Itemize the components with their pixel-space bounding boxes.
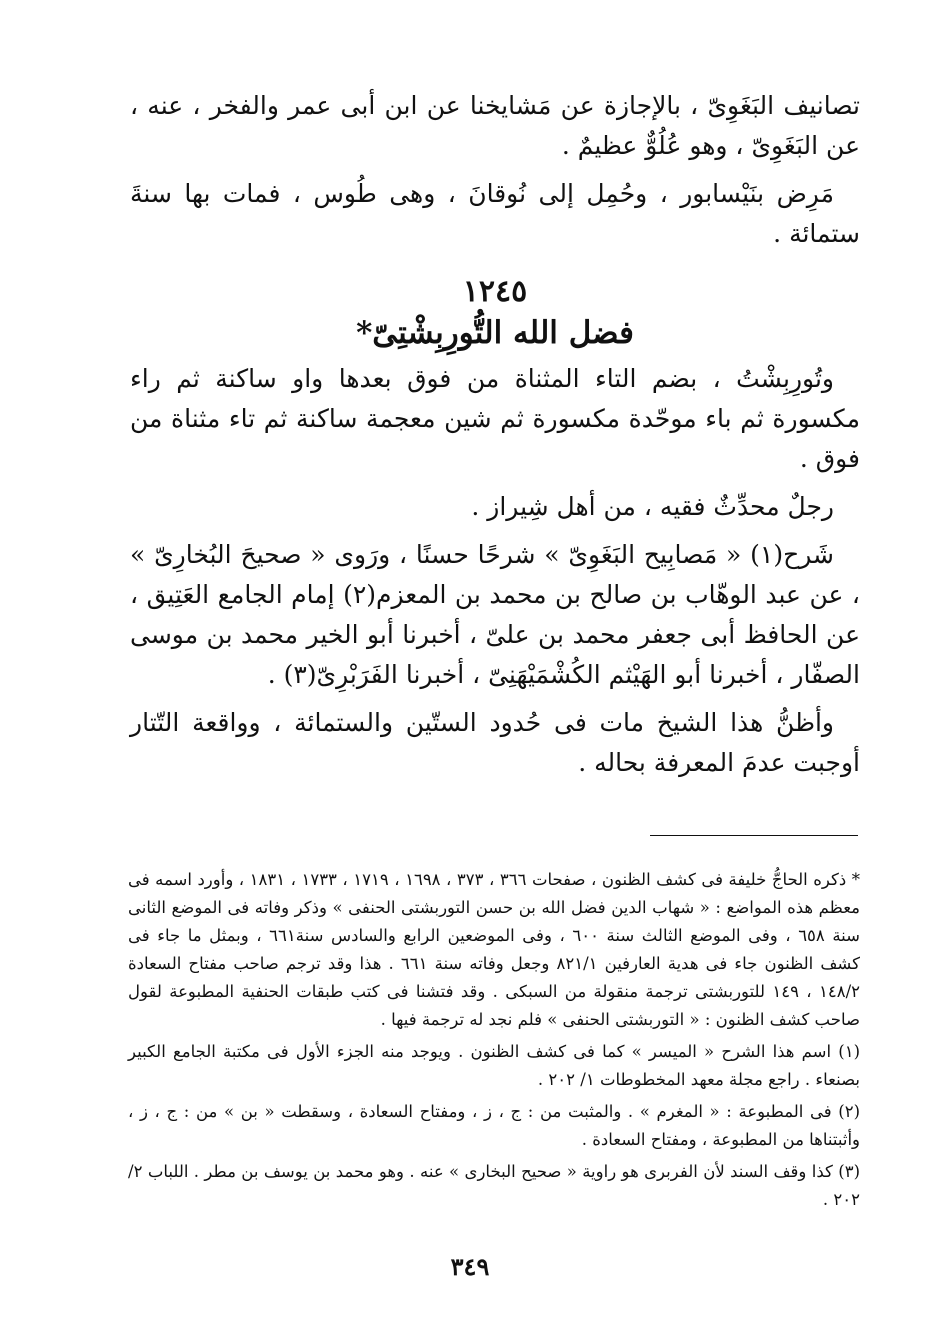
paragraph: مَرِض بنَيْسابور ، وحُمِل إلى نُوقانَ ، وهى طُوس ، فمات بها سنةَ ستمائة . [130,179,860,248]
footnote: (٣) كذا وقف السند لأن الفربرى هو راوية « صحيح البخارى » عنه . وهو محمد بن يوسف بن مطر . اللباب ٢/ ٢٠٢ . [128,1162,860,1209]
entry-number: ١٢٤٥ [462,274,528,309]
page-number: ٣٤٩ [450,1252,490,1281]
footnote: (١) اسم هذا الشرح « الميسر » كما فى كشف الظنون . ويوجد منه الجزء الأول فى مكتبة الجامع الكبير بصنعاء . راجع مجلة معهد المخطوطات ١/ ٢٠٢ . [128,1042,860,1089]
paragraph: وتُورِبِشْتُ ، بضم التاء المثناة من فوق بعدها واو ساكنة ثم راء مكسورة ثم باء موحّدة مكسورة ثم شين معجمة ساكنة ثم تاء مثناة من فوق . [130,364,860,473]
paragraph: تصانيف البَغَوِىّ ، بالإجازة عن مَشايخنا عن ابن أبى عمر والفخر ، عنه ، عن البَغَوِىّ ، وهو عُلُوٌّ عظيمٌ . [130,91,860,160]
paragraph: وأظنُّ هذا الشيخ مات فى حُدود الستّين والستمائة ، وواقعة التّتار أوجبت عدمَ المعرفة بحاله . [130,708,860,777]
entry-title: فضل الله التُّورِبِشْتِىّ* [356,315,634,351]
footnote: (٢) فى المطبوعة : « المغرم » . والمثبت من : ج ، ز ، ومفتاح السعادة ، وسقطت « بن » من : ج ، ز ، وأثبتناها من المطبوعة ، ومفتاح السعادة . [128,1102,860,1149]
paragraph: شَرح(١) « مَصابِيح البَغَوِىّ » شرحًا حسنًا ، ورَوى « صحيحَ البُخارِىّ » ، عن عبد الوهّاب بن صالح بن محمد بن المعزم(٢) إمام الجامع العَتِيق ، عن الحافظ أبى جعفر محمد بن علىّ ، أخبرنا أبو الخير محمد بن موسى الصفّار ، أخبرنا أبو الهَيْثم الكُشْمَيْهَنِىّ ، أخبرنا الفَرَبْرِىّ(٣) . [130,540,860,689]
footnotes [128,866,860,1214]
main-text [130,86,860,783]
paragraph: رجلٌ محدِّثٌ فقيه ، من أهل شِيراز . [471,492,834,521]
footnote-separator [650,835,858,836]
footnote: * ذكره الحاجُّ خليفة فى كشف الظنون ، صفحات ٣٦٦ ، ٣٧٣ ، ١٦٩٨ ، ١٧١٩ ، ١٧٣٣ ، ١٨٣١ ، وأورد اسمه فى معظم هذه المواضع : « شهاب الدين فضل الله بن حسن التوربشتى الحنفى » وذكر وفاته فى الموضع الثانى سنة ٦٥٨ ، وفى الموضع الثالث سنة ٦٠٠ ، وفى الموضعين الرابع والسادس سنة٦٦١ ، وبمثل ما جاء فى كشف الظنون جاء فى هدية العارفين ٨٢١/١ وجعل وفاته سنة ٦٦١ . هذا وقد ترجم صاحب مفتاح السعادة ١٤٨/٢ ، ١٤٩ للتوربشتى ترجمة منقولة من السبكى . وقد فتشنا فى كتب طبقات الحنفية المطبوعة لقول صاحب كشف الظنون : « التوربشتى الحنفى » فلم نجد له ترجمة فيها . [128,870,860,1029]
